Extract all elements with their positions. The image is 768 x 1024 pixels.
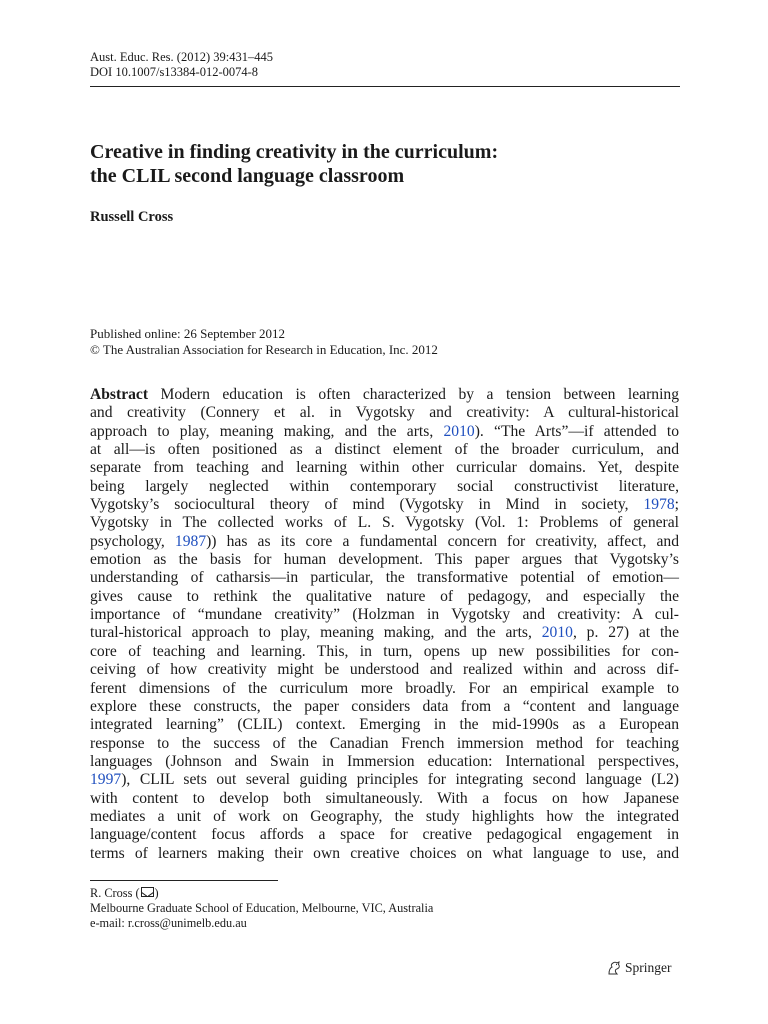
abstract-line <box>90 624 679 642</box>
abstract-text: gives cause to rethink the qualitative nature of pedagogy, and especially the <box>90 587 679 605</box>
abstract-text: understanding of catharsis—in particular, the transformative potential of emotion— <box>90 569 679 587</box>
abstract-text: emotion as the basis for human development. This paper argues that Vygotsky’s <box>90 551 679 569</box>
citation-link[interactable]: 1987 <box>174 532 207 550</box>
abstract-line <box>90 735 679 753</box>
published-date: Published online: 26 September 2012 <box>90 326 285 341</box>
abstract-line <box>90 588 679 606</box>
abstract-text: terms of learners making their own creative choices on what language to use, and <box>90 844 679 862</box>
abstract-line <box>90 716 679 734</box>
citation-link[interactable]: 2010 <box>443 422 475 440</box>
author-name: Russell Cross <box>90 209 174 225</box>
abstract-line <box>90 845 679 863</box>
abstract-text: at all—is often positioned as a distinct element of the broader curriculum, and <box>90 441 679 459</box>
author-footnote <box>90 886 433 931</box>
abstract-line <box>90 790 679 808</box>
abstract-line <box>90 661 679 679</box>
citation-link[interactable]: 2010 <box>541 624 573 642</box>
abstract <box>90 386 679 863</box>
abstract-line <box>90 478 679 496</box>
abstract-line <box>90 423 679 441</box>
abstract-line <box>90 771 679 789</box>
author-affiliation: Melbourne Graduate School of Education, Melbourne, VIC, Australia <box>90 901 434 915</box>
abstract-line <box>90 808 679 826</box>
publisher-name: Springer <box>625 960 672 975</box>
abstract-text: mediates a unit of work on Geography, the study highlights how the integrated <box>90 807 679 825</box>
abstract-line <box>90 606 679 624</box>
abstract-text: approach to play, meaning making, and the arts, <box>90 422 444 440</box>
abstract-line <box>90 514 679 532</box>
citation-link[interactable]: 1978 <box>643 496 675 514</box>
abstract-text: Vygotsky’s sociocultural theory of mind (Vygotsky in Mind in society, <box>90 496 644 514</box>
author-contact-line <box>90 886 433 901</box>
abstract-text: tural-historical approach to play, meaning making, and the arts, <box>90 624 542 642</box>
journal-header <box>90 50 273 80</box>
abstract-line <box>90 551 679 569</box>
footnote-author-prefix: R. Cross ( <box>90 886 140 900</box>
abstract-text: with content to develop both simultaneously. With a focus on how Japanese <box>90 789 679 807</box>
abstract-text: ceiving of how creativity might be understood and realized within and across dif- <box>90 661 679 679</box>
abstract-text: being largely neglected within contemporary social constructivist literature, <box>90 477 679 495</box>
publisher-logo <box>606 960 672 976</box>
abstract-text: explore these constructs, the paper considers data from a “content and language <box>90 697 679 715</box>
abstract-text: psychology, <box>90 532 175 550</box>
abstract-text: )) has as its core a fundamental concern for creativity, affect, and <box>206 532 679 550</box>
publication-info <box>90 326 438 358</box>
footnote-author-suffix: ) <box>154 886 159 900</box>
copyright-line: © The Australian Association for Research in Education, Inc. 2012 <box>90 342 438 357</box>
title-line-2: the CLIL second language classroom <box>90 165 405 187</box>
abstract-text: ferent dimensions of the curriculum more broadly. For an empirical example to <box>90 679 679 697</box>
footnote-rule <box>90 880 278 881</box>
abstract-line <box>90 698 679 716</box>
abstract-line <box>90 496 679 514</box>
journal-citation: Aust. Educ. Res. (2012) 39:431–445 <box>90 50 273 64</box>
abstract-text: languages (Johnson and Swain in Immersion education: International perspectives, <box>90 752 679 770</box>
abstract-text: separate from teaching and learning within other curricular domains. Yet, despite <box>90 459 679 477</box>
springer-horse-icon <box>606 960 622 976</box>
abstract-line <box>90 386 679 404</box>
abstract-text: ). “The Arts”—if attended to <box>474 422 679 440</box>
abstract-text: language/content focus affords a space for creative pedagogical engagement in <box>90 826 679 844</box>
abstract-text: response to the success of the Canadian French immersion method for teaching <box>90 734 679 752</box>
abstract-line <box>90 643 679 661</box>
citation-link[interactable]: 1997 <box>90 771 122 789</box>
abstract-text: core of teaching and learning. This, in turn, opens up new possibilities for con- <box>90 642 679 660</box>
abstract-line <box>90 826 679 844</box>
abstract-text: and creativity (Connery et al. in Vygotsky and creativity: A cultural-historical <box>90 404 679 422</box>
abstract-text: importance of “mundane creativity” (Holzman in Vygotsky and creativity: A cul- <box>90 606 679 624</box>
abstract-text: , p. 27) at the <box>572 624 679 642</box>
doi: DOI 10.1007/s13384-012-0074-8 <box>90 65 259 79</box>
abstract-text: Vygotsky in The collected works of L. S. Vygotsky (Vol. 1: Problems of general <box>90 514 679 532</box>
abstract-line <box>90 680 679 698</box>
paper-title <box>90 140 498 188</box>
abstract-label: Abstract <box>90 386 149 403</box>
header-rule <box>90 86 680 87</box>
envelope-icon[interactable] <box>141 887 154 897</box>
abstract-text: Modern education is often characterized by a tension between learning <box>148 386 679 403</box>
abstract-text: ; <box>674 496 679 514</box>
abstract-line <box>90 533 679 551</box>
abstract-line <box>90 459 679 477</box>
abstract-text: integrated learning” (CLIL) context. Emerging in the mid-1990s as a European <box>90 716 679 734</box>
abstract-line <box>90 441 679 459</box>
author-email[interactable]: e-mail: r.cross@unimelb.edu.au <box>90 916 247 930</box>
abstract-line <box>90 404 679 422</box>
abstract-line <box>90 569 679 587</box>
abstract-line <box>90 753 679 771</box>
title-line-1: Creative in finding creativity in the curriculum: <box>90 141 499 163</box>
abstract-text: ), CLIL sets out several guiding principles for integrating second language (L2) <box>121 771 679 789</box>
